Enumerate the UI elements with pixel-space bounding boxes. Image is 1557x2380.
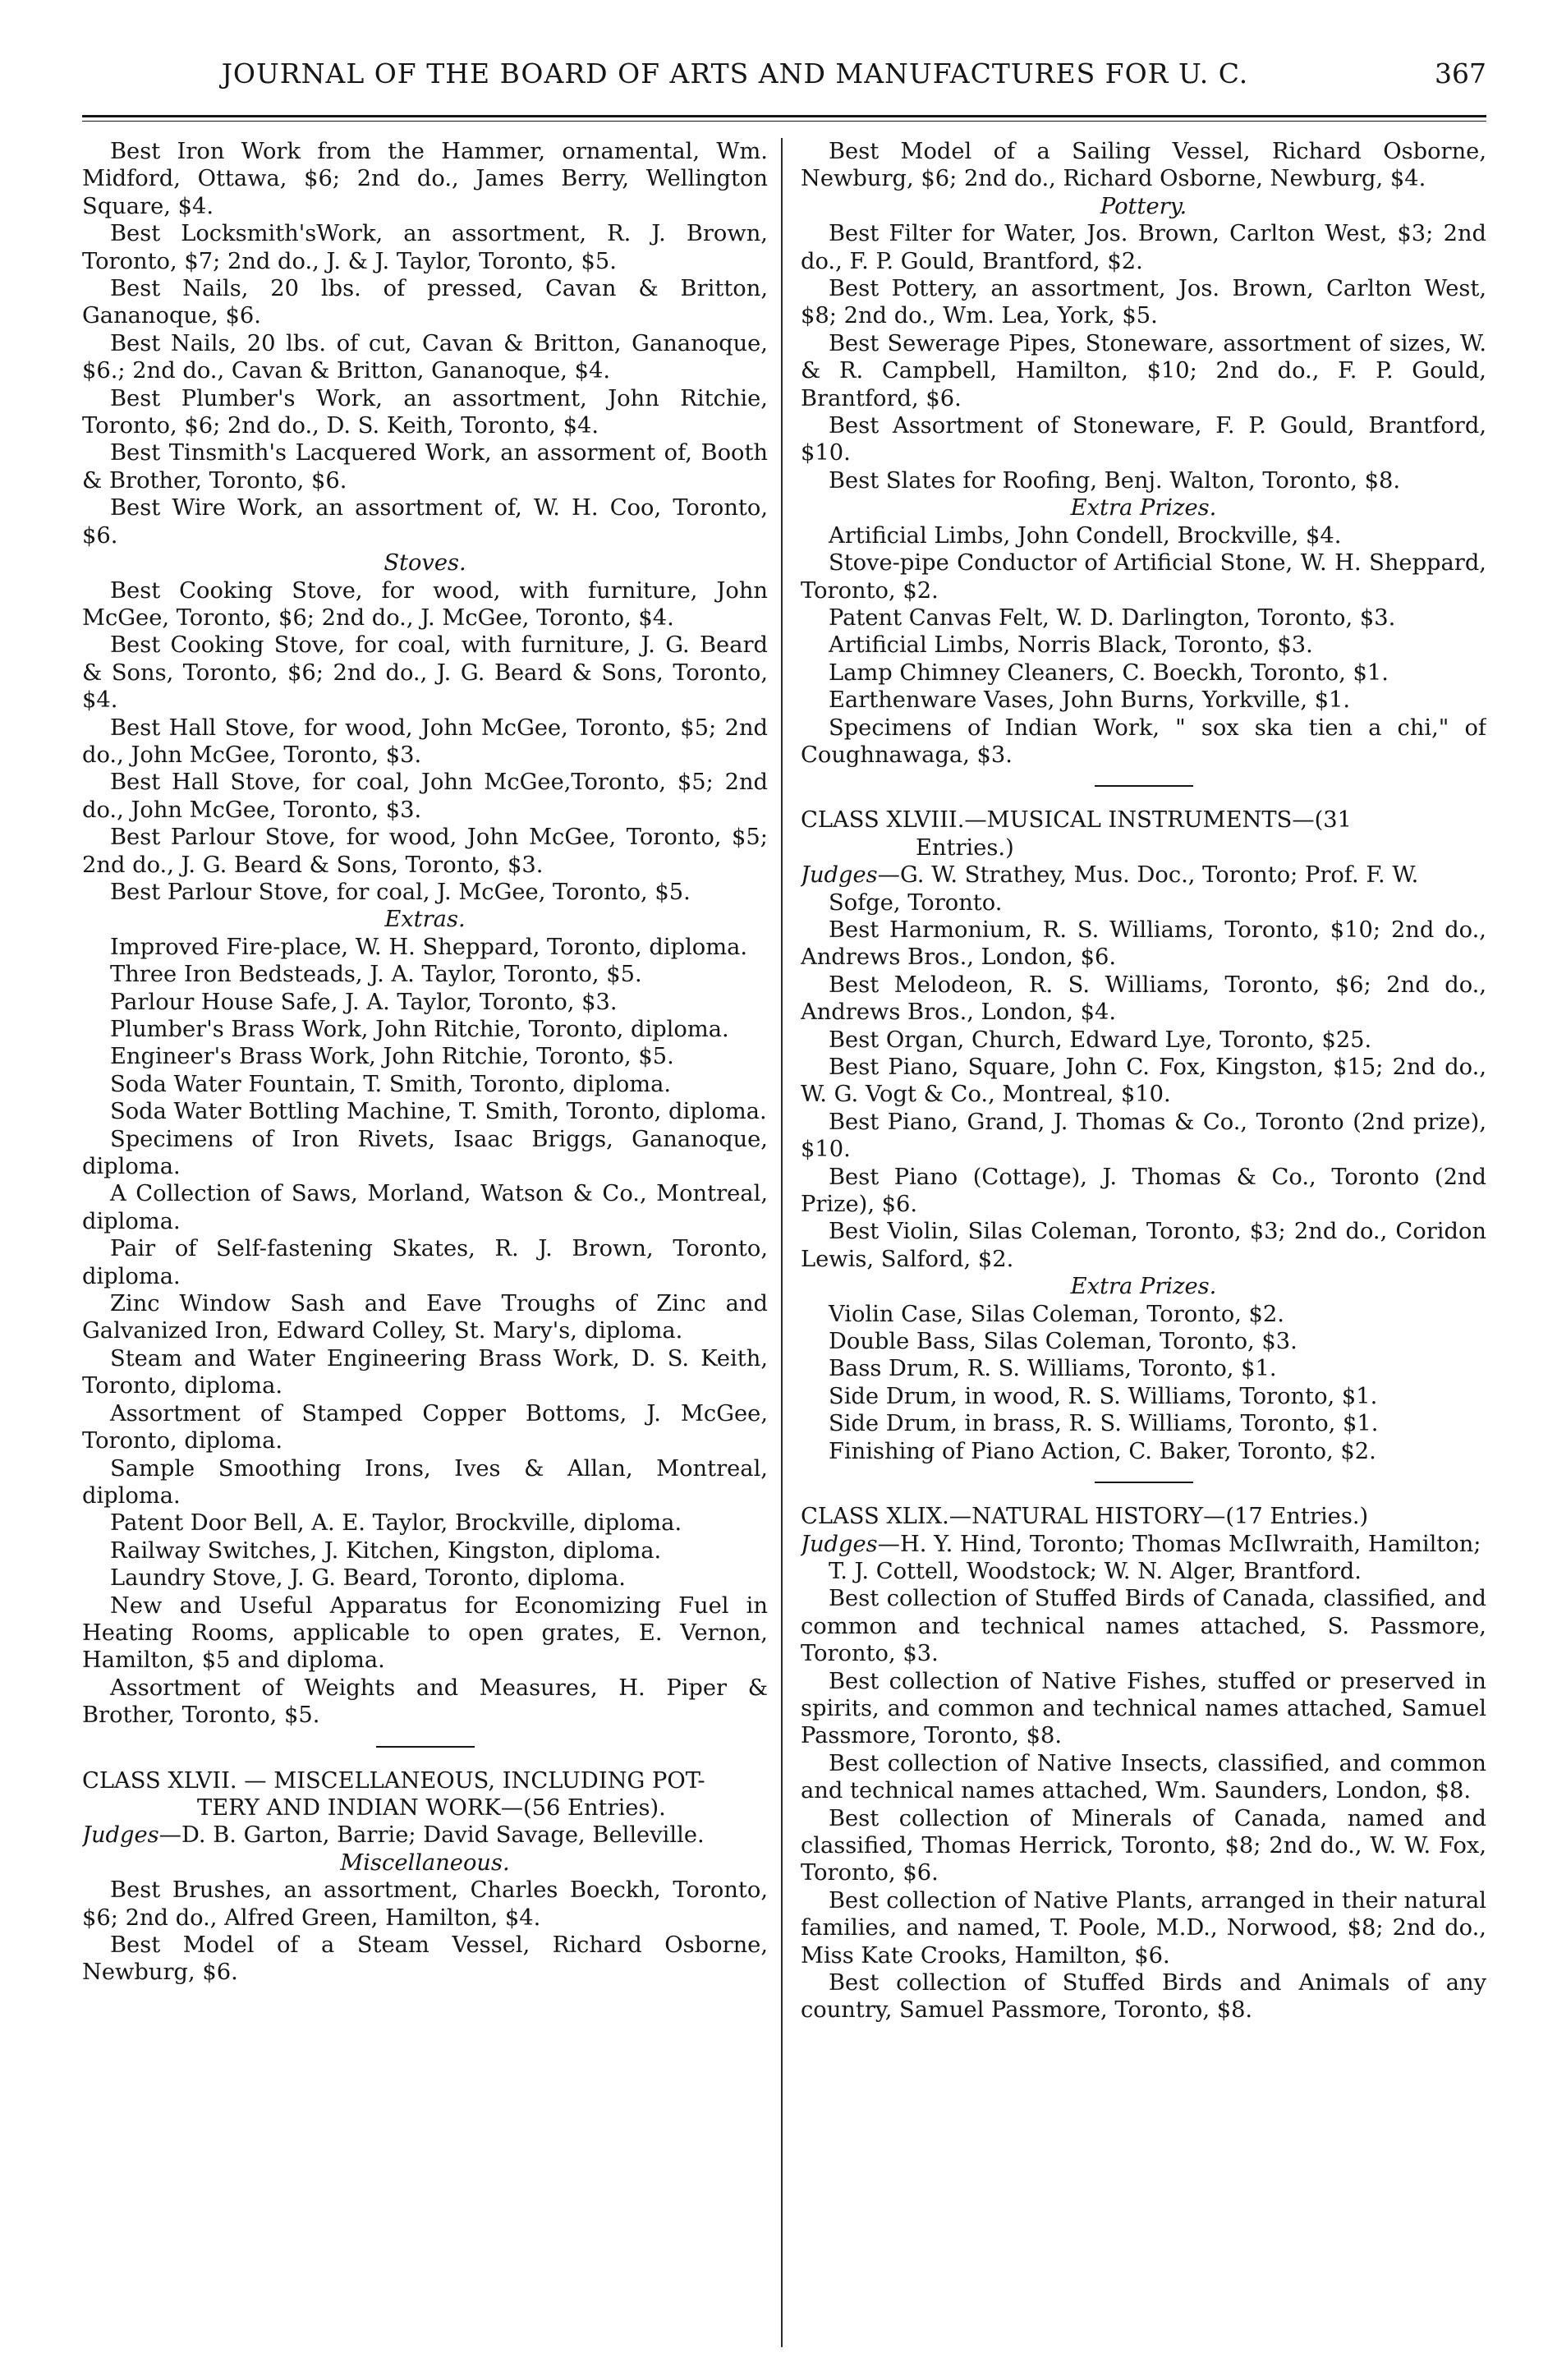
prize-entry: Best Plumber's Work, an assortment, John Ritchie, Toronto, $6; 2nd do., D. S. Keith, Toronto, $4. [82, 385, 768, 439]
prize-entry: Soda Water Bottling Machine, T. Smith, Toronto, diploma. [110, 1099, 767, 1125]
prize-entry: Best Wire Work, an assortment of, W. H. Coo, Toronto, $6. [82, 495, 768, 549]
prize-entry: Plumber's Brass Work, John Ritchie, Toronto, diploma. [110, 1017, 729, 1042]
prize-entry: Best Locksmith'sWork, an assortment, R. J. Brown, Toronto, $7; 2nd do., J. & J. Taylor, Toronto, $5. [82, 221, 768, 274]
prize-entry: Earthenware Vases, John Burns, Yorkville, $1. [829, 687, 1351, 714]
prize-entry: Double Bass, Silas Coleman, Toronto, $3. [829, 1329, 1298, 1355]
left-column [82, 138, 768, 2355]
page-number: 367 [1435, 57, 1486, 90]
prize-entry: Finishing of Piano Action, C. Baker, Toronto, $2. [829, 1438, 1376, 1464]
prize-entry: Best Model of a Sailing Vessel, Richard Osborne, Newburg, $6; 2nd do., Richard Osborne, Newburg, $4. [801, 139, 1486, 192]
prize-entry: Best Brushes, an assortment, Charles Boeckh, Toronto, $6; 2nd do., Alfred Green, Hamilton, $4. [82, 1877, 768, 1931]
prize-entry: Side Drum, in wood, R. S. Williams, Toronto, $1. [829, 1383, 1378, 1409]
prize-entry: Best Melodeon, R. S. Williams, Toronto, $6; 2nd do., Andrews Bros., London, $4. [801, 972, 1486, 1026]
prize-entry: Violin Case, Silas Coleman, Toronto, $2. [829, 1301, 1284, 1327]
prize-entry: Zinc Window Sash and Eave Troughs of Zinc and Galvanized Iron, Edward Colley, St. Mary's, diploma. [82, 1291, 768, 1344]
prize-entry: Bass Drum, R. S. Williams, Toronto, $1. [829, 1356, 1277, 1382]
judges-names: —H. Y. Hind, Toronto; Thomas McIlwraith, Hamilton; T. J. Cottell, Woodstock; W. N. Alger, Brantford. [829, 1531, 1481, 1584]
prize-entry: Patent Door Bell, A. E. Taylor, Brockville, diploma. [110, 1510, 682, 1537]
prize-entry: Specimens of Indian Work, " sox ska tien a chi," of Coughnawaga, $3. [801, 714, 1486, 768]
prize-entry: Best collection of Native Insects, classified, and common and technical names attached, Wm. Saunders, London, $8. [801, 1750, 1486, 1804]
prize-entry: Artificial Limbs, Norris Black, Toronto, $3. [829, 632, 1313, 659]
prize-entry: Best collection of Stuffed Birds and Animals of any country, Samuel Passmore, Toronto, $8. [801, 1970, 1486, 2024]
prize-entry: Best Piano, Grand, J. Thomas & Co., Toronto (2nd prize), $10. [801, 1109, 1486, 1163]
class-47-heading [82, 1767, 768, 1822]
prize-entry: Improved Fire-place, W. H. Sheppard, Toronto, diploma. [110, 934, 748, 960]
prize-entry: Best Piano, Square, John C. Fox, Kingston, $15; 2nd do., W. G. Vogt & Co., Montreal, $10. [801, 1054, 1486, 1108]
judges-label: Judges [801, 1531, 878, 1557]
judges-names: —D. B. Garton, Barrie; David Savage, Belleville. [158, 1822, 705, 1849]
prize-entry: New and Useful Apparatus for Economizing Fuel in Heating Rooms, applicable to open grates, E. Vernon, Hamilton, $5 and diploma. [82, 1592, 768, 1674]
class-48-heading-line1: CLASS XLVIII.—MUSICAL INSTRUMENTS—(31 [801, 807, 1352, 834]
prize-entry: Artificial Limbs, John Condell, Brockville, $4. [829, 522, 1342, 549]
section-heading-extra-prizes: Extra Prizes. [1070, 1274, 1217, 1300]
running-head [82, 57, 1486, 99]
prize-entry: Best collection of Minerals of Canada, named and classified, Thomas Herrick, Toronto, $8; 2nd do., W. W. Fox, Toronto, $6. [801, 1805, 1486, 1886]
prize-entry: Best Harmonium, R. S. Williams, Toronto, $10; 2nd do., Andrews Bros., London, $6. [801, 917, 1486, 971]
prize-entry: Best Nails, 20 lbs. of cut, Cavan & Britton, Gananoque, $6.; 2nd do., Cavan & Britton, Gananoque, $4. [82, 330, 768, 384]
class-47-judges [82, 1822, 768, 1849]
class-48-judges [801, 861, 1486, 917]
prize-entry: Best Cooking Stove, for coal, with furniture, J. G. Beard & Sons, Toronto, $6; 2nd do., J. G. Beard & Sons, Toronto, $4. [82, 632, 768, 714]
judges-label: Judges [801, 862, 878, 889]
column-divider [781, 138, 783, 2347]
prize-entry: Best Parlour Stove, for wood, John McGee, Toronto, $5; 2nd do., J. G. Beard & Sons, Toronto, $3. [82, 825, 768, 878]
judges-names: —G. W. Strathey, Mus. Doc., Toronto; Prof. F. W. Sofge, Toronto. [829, 862, 1419, 916]
prize-entry: Best Hall Stove, for wood, John McGee, Toronto, $5; 2nd do., John McGee, Toronto, $3. [82, 714, 768, 768]
prize-entry: Assortment of Weights and Measures, H. Piper & Brother, Toronto, $5. [82, 1675, 768, 1729]
prize-entry: A Collection of Saws, Morland, Watson & Co., Montreal, diploma. [82, 1181, 768, 1234]
prize-entry: Best Hall Stove, for coal, John McGee,Toronto, $5; 2nd do., John McGee, Toronto, $3. [82, 770, 768, 823]
prize-entry: Pair of Self-fastening Skates, R. J. Brown, Toronto, diploma. [82, 1236, 768, 1289]
prize-entry: Best Filter for Water, Jos. Brown, Carlton West, $3; 2nd do., F. P. Gould, Brantford, $2. [801, 221, 1486, 274]
prize-entry: Best Slates for Roofing, Benj. Walton, Toronto, $8. [829, 467, 1401, 494]
right-column [801, 138, 1486, 2355]
prize-entry: Patent Canvas Felt, W. D. Darlington, Toronto, $3. [829, 604, 1396, 631]
section-heading-pottery: Pottery. [1100, 193, 1187, 219]
journal-title: JOURNAL OF THE BOARD OF ARTS AND MANUFACTURES FOR U. C. [221, 57, 1249, 90]
prize-entry: Sample Smoothing Irons, Ives & Allan, Montreal, diploma. [82, 1455, 768, 1509]
class-48-heading-line2: Entries.) [916, 834, 1014, 861]
header-rule [82, 115, 1486, 122]
judges-label: Judges [82, 1822, 159, 1849]
prize-entry: Soda Water Fountain, T. Smith, Toronto, diploma. [110, 1071, 672, 1097]
prize-entry: Best Assortment of Stoneware, F. P. Gould, Brantford, $10. [801, 413, 1486, 466]
prize-entry: Best Parlour Stove, for coal, J. McGee, Toronto, $5. [110, 879, 691, 905]
prize-entry: Side Drum, in brass, R. S. Williams, Toronto, $1. [829, 1411, 1379, 1437]
section-separator [376, 1746, 475, 1748]
prize-entry: Best Iron Work from the Hammer, ornamental, Wm. Midford, Ottawa, $6; 2nd do., James Berry, Wellington Square, $4. [82, 139, 768, 219]
prize-entry: Best Piano (Cottage), J. Thomas & Co., Toronto (2nd Prize), $6. [801, 1164, 1486, 1218]
prize-entry: Lamp Chimney Cleaners, C. Boeckh, Toronto, $1. [829, 659, 1389, 686]
prize-entry: Stove-pipe Conductor of Artificial Stone, W. H. Sheppard, Toronto, $2. [801, 550, 1486, 604]
prize-entry: Best Model of a Steam Vessel, Richard Osborne, Newburg, $6. [82, 1932, 768, 1986]
class-49-judges [801, 1531, 1486, 1586]
prize-entry: Best Violin, Silas Coleman, Toronto, $3; 2nd do., Coridon Lewis, Salford, $2. [801, 1219, 1486, 1272]
prize-entry: Laundry Stove, J. G. Beard, Toronto, diploma. [110, 1565, 626, 1592]
class-49-heading: CLASS XLIX.—NATURAL HISTORY—(17 Entries.) [801, 1504, 1369, 1530]
prize-entry: Best Organ, Church, Edward Lye, Toronto, $25. [829, 1027, 1372, 1053]
prize-entry: Specimens of Iron Rivets, Isaac Briggs, Gananoque, diploma. [82, 1126, 768, 1180]
class-48-heading [801, 806, 1486, 861]
prize-entry: Best Pottery, an assortment, Jos. Brown, Carlton West, $8; 2nd do., Wm. Lea, York, $5. [801, 276, 1486, 329]
prize-entry: Best Tinsmith's Lacquered Work, an assorment of, Booth & Brother, Toronto, $6. [82, 440, 768, 494]
prize-entry: Best Cooking Stove, for wood, with furniture, John McGee, Toronto, $6; 2nd do., J. McGee, Toronto, $4. [82, 577, 768, 631]
section-heading-miscellaneous: Miscellaneous. [340, 1849, 510, 1876]
prize-entry: Three Iron Bedsteads, J. A. Taylor, Toronto, $5. [110, 962, 642, 988]
prize-entry: Assortment of Stamped Copper Bottoms, J. McGee, Toronto, diploma. [82, 1400, 768, 1454]
section-heading-extra-prizes: Extra Prizes. [1070, 495, 1217, 521]
section-heading-extras: Extras. [384, 907, 466, 933]
section-separator [1095, 1482, 1193, 1483]
prize-entry: Railway Switches, J. Kitchen, Kingston, diploma. [110, 1537, 662, 1564]
prize-entry: Parlour House Safe, J. A. Taylor, Toronto, $3. [110, 989, 618, 1015]
section-separator [1095, 785, 1193, 787]
class-47-heading-line1: CLASS XLVII. — MISCELLANEOUS, INCLUDING POT- [82, 1767, 705, 1794]
prize-entry: Best Sewerage Pipes, Stoneware, assortment of sizes, W. & R. Campbell, Hamilton, $10; 2nd do., F. P. Gould, Brantford, $6. [801, 330, 1486, 411]
section-heading-stoves: Stoves. [384, 550, 466, 577]
prize-entry: Best collection of Stuffed Birds of Canada, classified, and common and technical names attached, S. Passmore, Toronto, $3. [801, 1586, 1486, 1667]
prize-entry: Best Nails, 20 lbs. of pressed, Cavan & Britton, Gananoque, $6. [82, 276, 768, 329]
prize-entry: Engineer's Brass Work, John Ritchie, Toronto, $5. [110, 1044, 674, 1070]
prize-entry: Best collection of Native Plants, arranged in their natural families, and named, T. Poole, M.D., Norwood, $8; 2nd do., Miss Kate Crooks, Hamilton, $6. [801, 1887, 1486, 1969]
prize-entry: Best collection of Native Fishes, stuffed or preserved in spirits, and common and technical names attached, Samuel Passmore, Toronto, $8. [801, 1668, 1486, 1749]
class-47-heading-line2: TERY AND INDIAN WORK—(56 Entries). [197, 1794, 666, 1821]
prize-entry: Steam and Water Engineering Brass Work, D. S. Keith, Toronto, diploma. [82, 1345, 768, 1399]
